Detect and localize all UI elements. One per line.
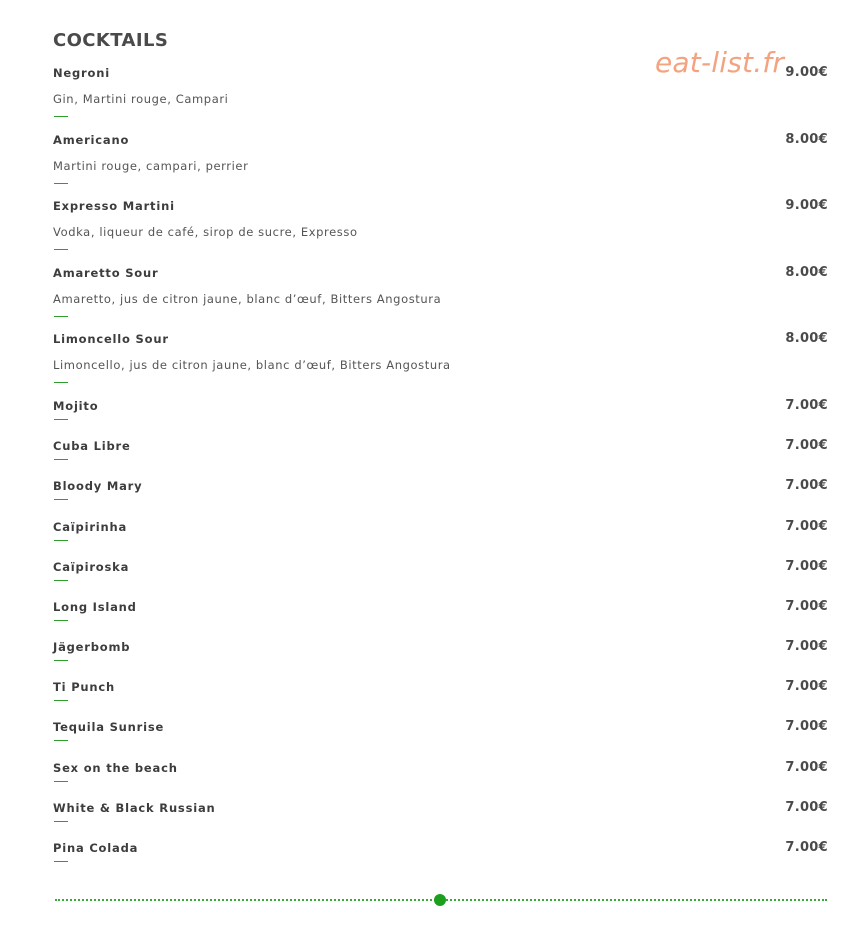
item-price: 7.00€ xyxy=(785,518,828,534)
item-price: 7.00€ xyxy=(785,799,828,815)
watermark: eat-list.fr xyxy=(655,46,785,79)
item-name: Expresso Martini xyxy=(53,199,175,214)
item-separator-dash xyxy=(54,183,68,184)
menu-page xyxy=(53,30,828,875)
item-separator-dash xyxy=(54,499,68,500)
item-name: Mojito xyxy=(53,398,99,413)
item-name: Amaretto Sour xyxy=(53,265,159,280)
item-separator-dash xyxy=(54,861,68,862)
item-separator-dash xyxy=(54,700,68,701)
item-name: Bloody Mary xyxy=(53,479,143,494)
item-price: 7.00€ xyxy=(785,679,828,695)
menu-item xyxy=(53,674,828,714)
item-name: Long Island xyxy=(53,599,137,614)
item-separator-dash xyxy=(54,821,68,822)
item-name: Pina Colada xyxy=(53,841,139,856)
item-name: Limoncello Sour xyxy=(53,332,169,347)
item-price: 7.00€ xyxy=(785,719,828,735)
item-name: Tequila Sunrise xyxy=(53,720,165,735)
item-price: 7.00€ xyxy=(785,639,828,655)
item-description: Amaretto, jus de citron jaune, blanc d’œuf, Bitters Angostura xyxy=(53,291,442,306)
menu-item xyxy=(53,473,828,513)
item-description: Limoncello, jus de citron jaune, blanc d’œuf, Bitters Angostura xyxy=(53,358,451,373)
menu-item xyxy=(53,326,828,393)
item-price: 7.00€ xyxy=(785,478,828,494)
item-name: Caïpirinha xyxy=(53,519,128,534)
item-price: 7.00€ xyxy=(785,558,828,574)
item-price: 7.00€ xyxy=(785,598,828,614)
menu-item xyxy=(53,393,828,433)
item-price: 7.00€ xyxy=(785,397,828,413)
menu-item xyxy=(53,714,828,754)
item-name: Caïpiroska xyxy=(53,559,130,574)
item-name: Jägerbomb xyxy=(53,640,131,655)
menu-item xyxy=(53,260,828,327)
item-name: White & Black Russian xyxy=(53,800,216,815)
item-description: Vodka, liqueur de café, sirop de sucre, Expresso xyxy=(53,225,358,240)
menu-item xyxy=(53,634,828,674)
item-price: 7.00€ xyxy=(785,438,828,454)
item-separator-dash xyxy=(54,540,68,541)
item-price: 8.00€ xyxy=(785,131,828,147)
item-separator-dash xyxy=(54,382,68,383)
item-price: 8.00€ xyxy=(785,331,828,347)
item-separator-dash xyxy=(54,740,68,741)
item-separator-dash xyxy=(54,781,68,782)
item-price: 9.00€ xyxy=(785,198,828,214)
item-separator-dash xyxy=(54,459,68,460)
menu-item xyxy=(53,795,828,835)
item-description: Martini rouge, campari, perrier xyxy=(53,158,249,173)
item-price: 7.00€ xyxy=(785,759,828,775)
item-separator-dash xyxy=(54,419,68,420)
item-separator-dash xyxy=(54,249,68,250)
section-title: COCKTAILS xyxy=(53,30,169,51)
item-price: 9.00€ xyxy=(785,65,828,80)
menu-item xyxy=(53,554,828,594)
item-name: Americano xyxy=(53,132,130,147)
menu-item xyxy=(53,127,828,194)
item-name: Sex on the beach xyxy=(53,760,178,775)
item-name: Negroni xyxy=(53,66,110,80)
divider-dot-icon xyxy=(434,894,446,906)
item-price: 8.00€ xyxy=(785,264,828,280)
item-name: Cuba Libre xyxy=(53,439,131,454)
menu-item xyxy=(53,433,828,473)
item-separator-dash xyxy=(54,580,68,581)
item-price: 7.00€ xyxy=(785,840,828,856)
item-name: Ti Punch xyxy=(53,680,115,695)
item-separator-dash xyxy=(54,316,68,317)
menu-item xyxy=(53,835,828,875)
menu-item xyxy=(53,755,828,795)
menu-item xyxy=(53,514,828,554)
menu-item xyxy=(53,193,828,260)
item-separator-dash xyxy=(54,660,68,661)
item-description: Gin, Martini rouge, Campari xyxy=(53,92,229,106)
cocktail-list xyxy=(53,60,828,875)
menu-item xyxy=(53,594,828,634)
item-separator-dash xyxy=(54,620,68,621)
item-separator-dash xyxy=(54,116,68,117)
